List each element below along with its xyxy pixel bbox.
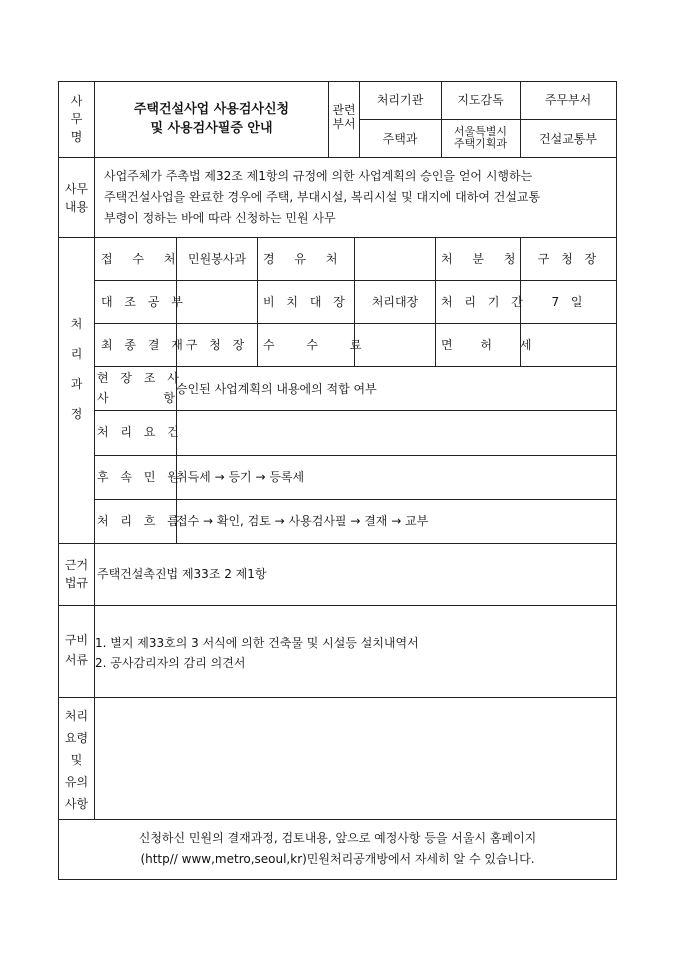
col-header-supervision: 지도감독 — [457, 93, 504, 107]
reception-label: 접 수 처 — [101, 252, 184, 266]
process-label: 처 리 과 정 — [70, 317, 83, 421]
col-header-agency: 처리기관 — [376, 93, 424, 107]
ledger-value: 처리대장 — [371, 295, 419, 309]
supervision-value-2: 주택기획과 — [453, 137, 508, 150]
flow-label: 처 리 흐 름 — [97, 514, 183, 528]
description-line-3: 부령이 정하는 바에 따라 신청하는 민원 사무 — [104, 211, 336, 225]
col-header-main-dept: 주무부서 — [544, 93, 592, 107]
authority-label: 처 분 청 — [441, 252, 524, 266]
reference-register-label: 대 조 공 부 — [101, 295, 187, 309]
document-item-1: 1. 별지 제33호의 3 서식에 의한 건축물 및 시설등 설치내역서 — [95, 636, 419, 650]
law-value: 주택건설촉진법 제33조 2 제1항 — [97, 567, 267, 581]
site-inspection-label-1: 현 장 조 사 — [97, 371, 183, 385]
description-line-2: 주택건설사업을 완료한 경우에 주택, 부대시설, 복리시설 및 대지에 대하여 건설교통 — [104, 190, 541, 204]
site-inspection-label-2: 사 항 — [97, 391, 175, 405]
license-tax-label: 면 허 세 — [441, 338, 544, 352]
final-approval-label: 최 종 결 재 — [101, 338, 187, 352]
via-label: 경 유 처 — [263, 252, 346, 266]
follow-up-label: 후 속 민 원 — [97, 470, 183, 484]
site-inspection-value: 승인된 사업계획의 내용에의 적합 여부 — [176, 382, 377, 396]
supervision-value-1: 서울특별시 — [453, 125, 508, 138]
law-label: 근거 법규 — [64, 558, 89, 590]
agency-value: 주택과 — [382, 132, 418, 146]
samu-label: 사 무 명 — [70, 94, 83, 144]
ledger-label: 비 치 대 장 — [263, 295, 349, 309]
title-line-1: 주택건설사업 사용검사신청 — [133, 102, 290, 117]
flow-value: 접수 → 확인, 검토 → 사용검사필 → 결재 → 교부 — [176, 514, 429, 528]
reception-value: 민원봉사과 — [188, 252, 246, 266]
description-line-1: 사업주체가 주촉법 제32조 제1항의 규정에 의한 사업계획의 승인을 얻어 시행하는 — [104, 169, 533, 183]
period-value: 7 일 — [551, 295, 587, 309]
footer-line-1: 신청하신 민원의 결재과정, 검토내용, 앞으로 예정사항 등을 서울시 홈페이지 — [138, 831, 537, 845]
follow-up-value: 취득세 → 등기 → 등록세 — [176, 470, 305, 484]
main-dept-value: 건설교통부 — [539, 132, 597, 146]
period-label: 처 리 기 간 — [441, 295, 527, 309]
related-dept-label: 관련 부서 — [332, 103, 356, 131]
final-approval-value: 구 청 장 — [185, 338, 249, 352]
authority-value: 구 청 장 — [537, 252, 601, 266]
footer-line-2: (http// www,metro,seoul,kr)민원처리공개방에서 자세히 알 수 있습니다. — [140, 852, 535, 866]
title-line-2: 및 사용검사필증 안내 — [150, 121, 273, 136]
notes-label: 처리 요령 및 유의 사항 — [64, 709, 89, 811]
requirement-label: 처 리 요 건 — [97, 425, 183, 439]
description-label: 사무 내용 — [64, 182, 89, 214]
document-item-2: 2. 공사감리자의 감리 의견서 — [95, 656, 246, 670]
fee-label: 수 수 료 — [263, 338, 376, 352]
documents-label: 구비 서류 — [64, 633, 89, 667]
